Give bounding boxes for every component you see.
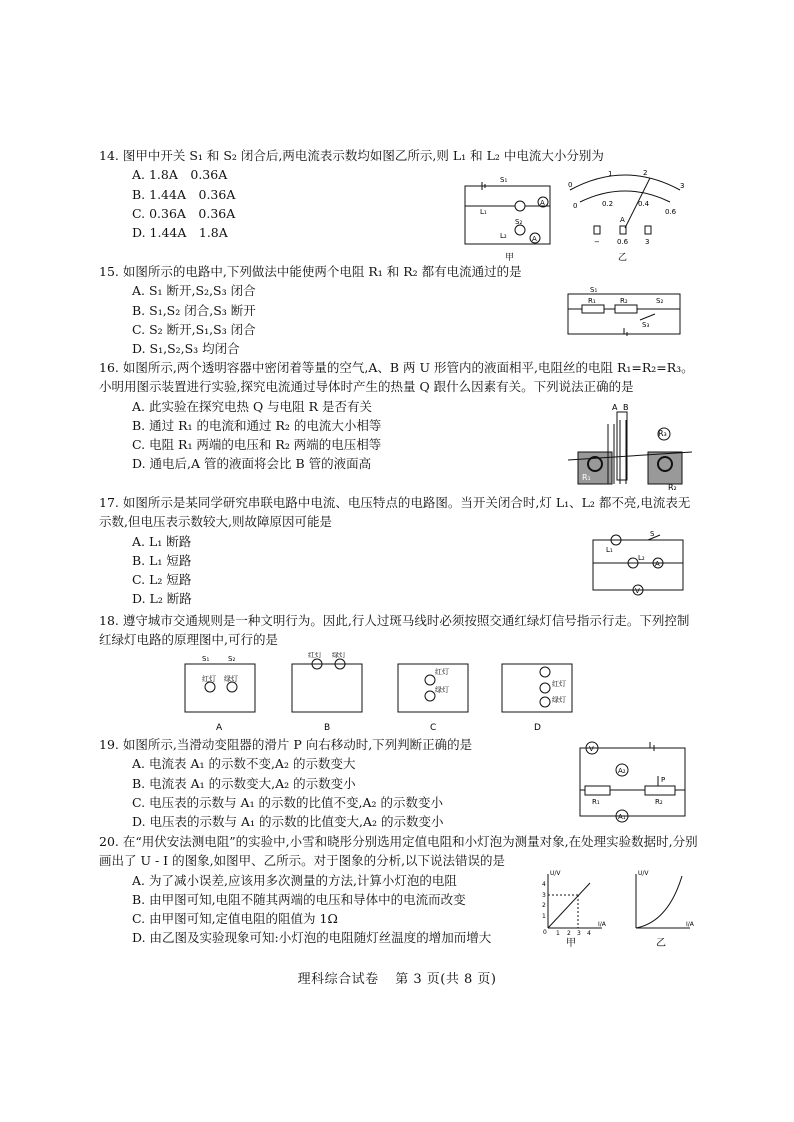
terminal-3: 3	[645, 238, 650, 246]
scale-zero: 0	[573, 202, 578, 210]
question-number: 18.	[99, 613, 119, 628]
question-stem: 如图所示,两个透明容器中密闭着等量的空气,A、B 两 U 形管内的液面相平,电阻丝的电阻 R₁=R₂=R₃。小明用图示装置进行实验,探究电流通过导体时产生的热量 Q 跟什么因素有关。下列说法正确的是	[99, 360, 694, 395]
red-light-label: 红灯	[435, 668, 449, 676]
scale-bottom-3: 0.6	[665, 208, 677, 216]
label-r3: R₃	[658, 429, 667, 438]
label-s2: S₂	[656, 297, 664, 305]
figure-q20	[540, 868, 700, 950]
label-l2: L₂	[638, 554, 645, 562]
green-light-label: 绿灯	[552, 696, 566, 704]
label-a: A	[612, 403, 618, 412]
label-s2: S₂	[515, 218, 523, 226]
option-c[interactable]: C. 0.36A 0.36A	[132, 205, 236, 221]
label-s1: S₁	[590, 286, 598, 294]
page-footer	[0, 968, 794, 987]
label-l2: L₂	[500, 232, 507, 240]
ammeter-a1-label: A₁	[618, 813, 626, 821]
choice-d[interactable]: D	[534, 723, 541, 733]
question-number: 15.	[99, 264, 119, 279]
option-d[interactable]: D. L₂ 断路	[132, 591, 192, 607]
slider-p-label: P	[661, 776, 666, 784]
red-light-label: 红灯	[202, 675, 216, 683]
question-number: 19.	[99, 737, 119, 752]
option-c[interactable]: C. 电阻 R₁ 两端的电压和 R₂ 两端的电压相等	[132, 437, 382, 453]
scale-top-3: 3	[680, 182, 685, 190]
option-c[interactable]: C. 由甲图可知,定值电阻的阻值为 1Ω	[132, 911, 338, 927]
x-tick: 2	[567, 930, 571, 937]
question-stem: 图甲中开关 S₁ 和 S₂ 闭合后,两电流表示数均如图乙所示,则 L₁ 和 L₂ 中电流大小分别为	[122, 148, 604, 163]
option-d[interactable]: D. 由乙图及实验现象可知:小灯泡的电阻随灯丝温度的增加而增大	[132, 930, 492, 946]
x-axis-label: I/A	[598, 921, 606, 928]
question-number: 14.	[99, 148, 119, 163]
green-light-label: 绿灯	[332, 652, 346, 659]
terminal-minus: −	[594, 238, 600, 246]
x-tick: 4	[587, 930, 591, 937]
option-a[interactable]: A. 为了减小误差,应该用多次测量的方法,计算小灯泡的电阻	[132, 872, 457, 888]
y-axis-label: U/V	[550, 870, 561, 877]
origin-label: 0	[543, 929, 547, 936]
question-number: 16.	[99, 360, 119, 375]
option-a[interactable]: A. 电流表 A₁ 的示数不变,A₂ 的示数变大	[132, 756, 356, 772]
y-tick: 3	[542, 892, 546, 899]
option-b[interactable]: B. S₁,S₂ 闭合,S₃ 断开	[132, 302, 256, 318]
voltmeter-label: V	[635, 587, 640, 595]
footer-title: 理科综合试卷	[297, 972, 379, 987]
label-s1: S₁	[500, 176, 508, 184]
figure-q14	[460, 168, 700, 263]
figure-q15	[560, 282, 690, 344]
figure-q16	[568, 402, 698, 492]
option-a[interactable]: A. 此实验在探究电热 Q 与电阻 R 是否有关	[132, 398, 373, 414]
caption-jia: 甲	[505, 253, 515, 263]
question-number: 17.	[99, 495, 119, 510]
label-l1: L₁	[480, 208, 487, 216]
label-r1: R₁	[582, 473, 591, 482]
ammeter-a-label: A	[532, 235, 537, 243]
green-light-label: 绿灯	[435, 686, 449, 694]
scale-bottom-2: 0.4	[638, 200, 650, 208]
caption-yi: 乙	[656, 938, 666, 949]
ammeter-a-label: A	[540, 199, 545, 207]
option-b[interactable]: B. 1.44A 0.36A	[132, 186, 236, 202]
scale-bottom-1: 0.2	[602, 200, 614, 208]
label-s3: S₃	[642, 321, 650, 329]
y-tick: 1	[542, 913, 546, 920]
option-c[interactable]: C. 电压表的示数与 A₁ 的示数的比值不变,A₂ 的示数变小	[132, 794, 444, 810]
question-stem: 如图所示,当滑动变阻器的滑片 P 向右移动时,下列判断正确的是	[122, 737, 473, 752]
label-r2: R₂	[620, 297, 628, 305]
question-number: 20.	[99, 834, 119, 849]
question-18	[99, 611, 700, 650]
question-stem: 如图所示是某同学研究串联电路中电流、电压特点的电路图。当开关闭合时,灯 L₁、L₂ 都不亮,电流表无示数,但电压表示数较大,则故障原因可能是	[99, 495, 691, 530]
question-stem: 遵守城市交通规则是一种文明行为。因此,行人过斑马线时必须按照交通红绿灯信号指示行走。下列控制红绿灯电路的原理图中,可行的是	[99, 613, 690, 648]
option-b[interactable]: B. L₁ 短路	[132, 552, 192, 568]
choice-c[interactable]: C	[430, 723, 437, 733]
option-b[interactable]: B. 由甲图可知,电阻不随其两端的电压和导体中的电流而改变	[132, 891, 466, 907]
scale-top-0: 0	[568, 181, 573, 189]
option-d[interactable]: D. 1.44A 1.8A	[132, 225, 228, 241]
voltmeter-label: V	[589, 745, 594, 753]
green-light-label: 绿灯	[224, 675, 238, 683]
option-d[interactable]: D. 电压表的示数与 A₁ 的示数的比值变大,A₂ 的示数变小	[132, 814, 444, 830]
option-c[interactable]: C. L₂ 短路	[132, 572, 192, 588]
caption-yi: 乙	[618, 253, 628, 263]
label-r1: R₁	[592, 798, 600, 806]
switch-label: S₁	[202, 655, 210, 663]
red-light-label: 红灯	[552, 680, 566, 688]
label-r2: R₂	[655, 798, 663, 806]
switch-label: S₂	[228, 655, 236, 663]
option-a[interactable]: A. L₁ 断路	[132, 533, 192, 549]
option-c[interactable]: C. S₂ 断开,S₁,S₃ 闭合	[132, 321, 256, 337]
figure-q19	[570, 738, 692, 830]
y-tick: 4	[542, 881, 546, 888]
question-stem: 在“用伏安法测电阻”的实验中,小雪和晓彤分别选用定值电阻和小灯泡为测量对象,在处理实验数据时,分别画出了 U - I 的图象,如图甲、乙所示。对于图象的分析,以下说法错误的是	[99, 834, 698, 869]
figure-q17	[588, 530, 688, 600]
red-light-label: 红灯	[308, 652, 322, 659]
option-a[interactable]: A. 1.8A 0.36A	[132, 167, 228, 183]
x-tick: 3	[577, 930, 581, 937]
caption-jia: 甲	[566, 938, 576, 949]
option-b[interactable]: B. 通过 R₁ 的电流和通过 R₂ 的电流大小相等	[132, 417, 382, 433]
unit-a: A	[620, 216, 625, 224]
choice-a[interactable]: A	[216, 723, 223, 733]
figure-q18	[180, 652, 580, 734]
option-b[interactable]: B. 电流表 A₁ 的示数变大,A₂ 的示数变小	[132, 775, 356, 791]
y-tick: 2	[542, 902, 546, 909]
ammeter-a2-label: A₂	[618, 767, 626, 775]
y-axis-label: U/V	[638, 870, 649, 877]
label-b: B	[623, 403, 629, 412]
option-d[interactable]: D. 通电后,A 管的液面将会比 B 管的液面高	[132, 456, 372, 472]
label-l1: L₁	[606, 546, 613, 554]
scale-top-1: 1	[608, 170, 613, 178]
option-a[interactable]: A. S₁ 断开,S₂,S₃ 闭合	[132, 283, 256, 299]
label-s: S	[650, 530, 655, 538]
label-r2: R₂	[668, 483, 677, 492]
x-axis-label: I/A	[686, 921, 694, 928]
terminal-06: 0.6	[617, 238, 629, 246]
x-tick: 1	[556, 930, 560, 937]
footer-page-number: 第 3 页(共 8 页)	[395, 972, 497, 987]
choice-b[interactable]: B	[324, 723, 331, 733]
option-d[interactable]: D. S₁,S₂,S₃ 均闭合	[132, 341, 240, 357]
scale-top-2: 2	[643, 169, 648, 177]
label-r1: R₁	[588, 297, 596, 305]
ammeter-label: A	[655, 560, 660, 568]
question-stem: 如图所示的电路中,下列做法中能使两个电阻 R₁ 和 R₂ 都有电流通过的是	[122, 264, 522, 279]
